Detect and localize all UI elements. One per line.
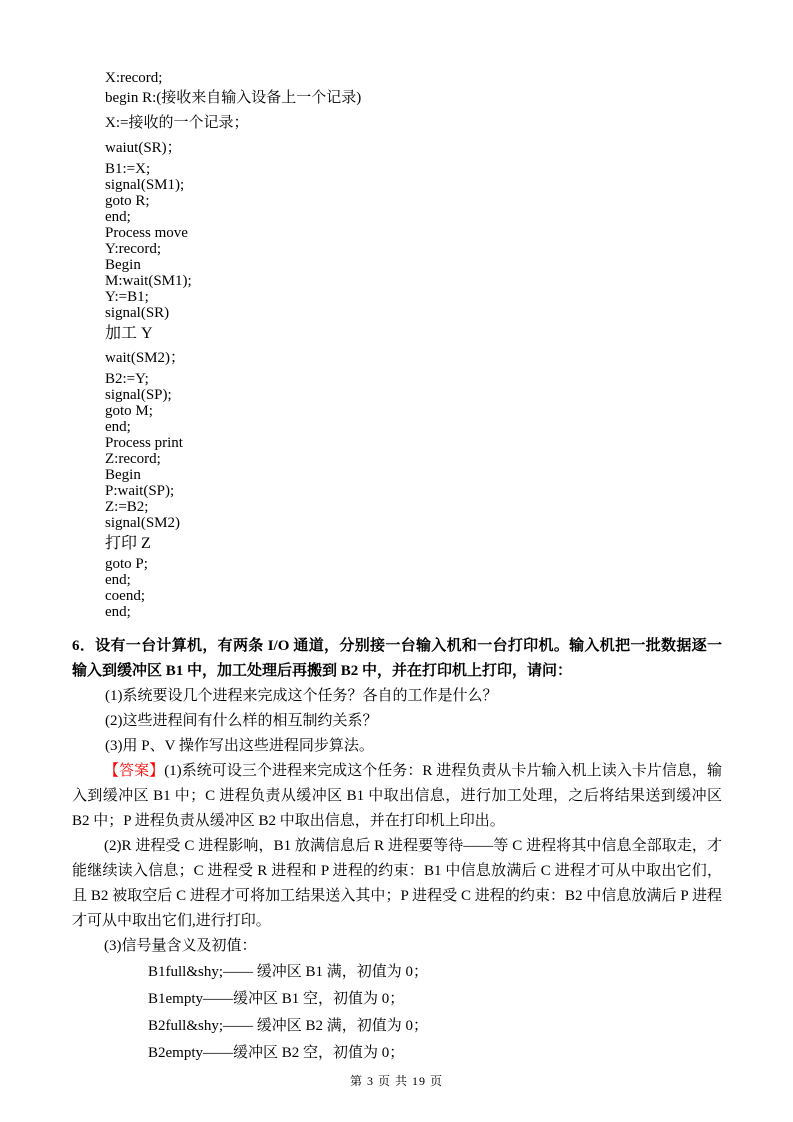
- code-line: Y:record;: [105, 241, 162, 257]
- code-line: waiut(SR)；: [105, 140, 182, 156]
- code-line: Z:record;: [105, 451, 161, 467]
- answer-paragraph-3: (3)信号量含义及初值：: [104, 938, 257, 954]
- code-line: end;: [105, 572, 131, 588]
- code-line: B1:=X;: [105, 161, 151, 177]
- question-6-item-1: (1)系统要设几个进程来完成这个任务？各自的工作是什么？: [105, 688, 498, 704]
- code-line: X:=接收的一个记录；: [105, 115, 249, 131]
- code-line: 加工 Y: [105, 325, 153, 342]
- semaphore-definition: B1empty——缓冲区 B1 空，初值为 0；: [148, 991, 405, 1007]
- code-line: X:record;: [105, 70, 163, 86]
- code-line: Begin: [105, 257, 141, 273]
- code-line: end;: [105, 604, 131, 620]
- question-6-stem: 6．设有一台计算机，有两条 I/O 通道，分别接一台输入机和一台打印机。输入机把一批数据逐一输入到缓冲区 B1 中，加工处理后再搬到 B2 中，并在打印机上打印，请问：: [72, 638, 722, 679]
- code-line: signal(SR): [105, 305, 170, 321]
- code-line: Y:=B1;: [105, 289, 149, 305]
- answer-paragraph-1: [72, 759, 722, 834]
- code-line: M:wait(SM1);: [105, 273, 192, 289]
- code-line: coend;: [105, 588, 145, 604]
- code-line: B2:=Y;: [105, 371, 149, 387]
- code-line: Process print: [105, 435, 183, 451]
- code-line: begin R:(接收来自输入设备上一个记录): [105, 90, 362, 106]
- code-line: signal(SP);: [105, 387, 172, 403]
- page-number-footer: 第 3 页 共 19 页: [349, 1074, 443, 1088]
- code-line: signal(SM1);: [105, 177, 185, 193]
- semaphore-definition: B1full&shy;—— 缓冲区 B1 满，初值为 0；: [148, 964, 429, 980]
- code-line: end;: [105, 209, 131, 225]
- code-line: Process move: [105, 225, 188, 241]
- code-line: goto M;: [105, 403, 153, 419]
- code-line: Begin: [105, 467, 141, 483]
- code-line: 打印 Z: [105, 535, 151, 552]
- answer-label: 【答案】: [104, 763, 165, 779]
- code-line: P:wait(SP);: [105, 483, 175, 499]
- answer-paragraph-1-text: (1)系统可设三个进程来完成这个任务：R 进程负责从卡片输入机上读入卡片信息，输入到缓冲区 B1 中；C 进程负责从缓冲区 B1 中取出信息，进行加工处理，之后将结果送到缓冲区 B2 中；P 进程负责从缓冲区 B2 中取出信息，并在打印机上印出。: [72, 763, 722, 829]
- semaphore-definition: B2empty——缓冲区 B2 空，初值为 0；: [148, 1045, 405, 1061]
- question-6-item-2: (2)这些进程间有什么样的相互制约关系？: [105, 713, 378, 729]
- code-line: goto P;: [105, 556, 148, 572]
- code-listing: [105, 70, 722, 620]
- answer-paragraph-2: (2)R 进程受 C 进程影响，B1 放满信息后 R 进程要等待——等 C 进程将其中信息全部取走，才能继续读入信息；C 进程受 R 进程和 P 进程的约束：B1 中信息放满后 C 进程才可从中取出它们，且 B2 被取空后 C 进程才可将加工结果送入其中；P 进程受 C 进程的约束：B2 中信息放满后 P 进程才可从中取出它们,进行打印。: [72, 838, 722, 929]
- code-line: wait(SM2)；: [105, 350, 185, 366]
- semaphore-definition: B2full&shy;—— 缓冲区 B2 满，初值为 0；: [148, 1018, 429, 1034]
- code-line: signal(SM2): [105, 515, 180, 531]
- question-6-item-3: (3)用 P、V 操作写出这些进程同步算法。: [105, 738, 374, 754]
- code-line: goto R;: [105, 193, 150, 209]
- code-line: Z:=B2;: [105, 499, 149, 515]
- code-line: end;: [105, 419, 131, 435]
